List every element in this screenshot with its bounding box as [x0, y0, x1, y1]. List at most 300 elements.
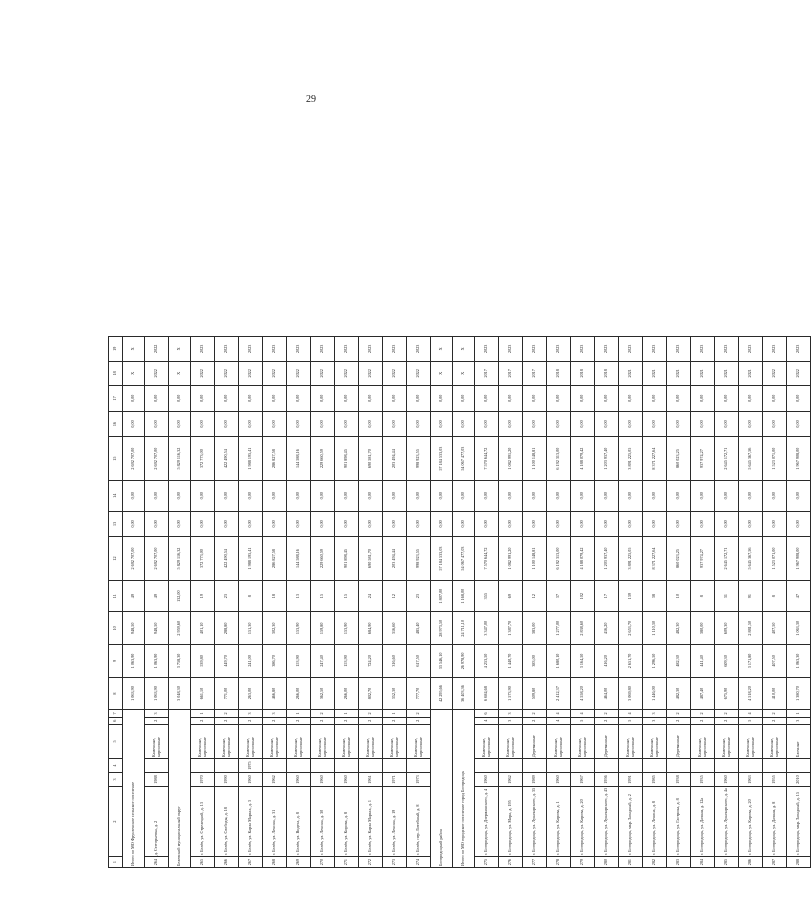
table-row	[715, 337, 739, 868]
cell-c3: 1988	[145, 773, 169, 787]
cell-c15: 3 891 225,05	[619, 437, 643, 481]
cell-c4	[595, 759, 619, 773]
cell-c15: 1 082 991,20	[499, 437, 523, 481]
cell-c15: 4 188 079,42	[571, 437, 595, 481]
cell-c17: 0,00	[407, 386, 431, 412]
cell-c14: 0,00	[475, 480, 499, 511]
cell-c11: 31	[715, 580, 739, 612]
cell-c12: 422 490,54	[215, 537, 239, 581]
cell-c15: 7 570 644,72	[475, 437, 499, 481]
cell-c1: 264	[145, 857, 169, 868]
cell-c15: 937 974,27	[691, 437, 715, 481]
cell-c16: 0,00	[619, 411, 643, 437]
cell-c2: г. Белёв, ул. Кирова, д. 8	[335, 786, 359, 856]
cell-c1: 279	[571, 857, 595, 868]
cell-c2: г. Богородицк, ул. Луначарского, д. 4а	[715, 786, 739, 856]
table-row	[571, 337, 595, 868]
cell-c10: 159,80	[311, 612, 335, 645]
cell-c11: 15	[311, 580, 335, 612]
cell-c9: 316,60	[383, 645, 407, 678]
cell-c18: 2021	[667, 361, 691, 385]
cell-c3: 1991	[619, 773, 643, 787]
cell-c17: 0,00	[239, 386, 263, 412]
cell-c8: 1 063,90	[145, 677, 169, 710]
cell-c8: 2 412,37	[547, 677, 571, 710]
cell-c14: 0,00	[311, 480, 335, 511]
cell-c3: 1990	[215, 773, 239, 787]
cell-c12: 57 184 533,03	[431, 537, 453, 581]
cell-c4	[263, 759, 287, 773]
cell-c11: 23	[215, 580, 239, 612]
cell-c6: 2	[667, 717, 691, 724]
cell-c11: 102	[571, 580, 595, 612]
table-row	[787, 337, 811, 868]
cell-c12: 2 692 707,00	[123, 537, 145, 581]
cell-c16: 0,00	[239, 411, 263, 437]
cell-c11: 49	[123, 580, 145, 612]
cell-c4	[383, 759, 407, 773]
cell-c10: 609,30	[715, 612, 739, 645]
cell-c6: 4	[475, 717, 499, 724]
table-row	[763, 337, 787, 868]
cell-c16: 0,00	[123, 411, 145, 437]
cell-c10: 383,00	[523, 612, 547, 645]
cell-c13: 0,00	[263, 511, 287, 537]
cell-c10: 3 347,00	[475, 612, 499, 645]
cell-c3: 1989	[523, 773, 547, 787]
cell-c14: 0,00	[287, 480, 311, 511]
column-number: 11	[109, 580, 123, 612]
cell-c6: 2	[311, 717, 335, 724]
cell-c12: 286 827,58	[263, 537, 287, 581]
cell-c9: 153,90	[335, 645, 359, 678]
cell-c7: 2	[311, 710, 335, 717]
cell-c1: 268	[263, 857, 287, 868]
cell-c11: 1 807,00	[431, 580, 453, 612]
cell-c19: X	[431, 337, 453, 362]
cell-c17: 0,00	[431, 386, 453, 412]
cell-c17: 0,00	[311, 386, 335, 412]
cell-c10: 380,00	[691, 612, 715, 645]
cell-c19: 2023	[715, 337, 739, 362]
cell-c7: 4	[619, 710, 643, 717]
cell-c5: Каменные, кирпичные	[499, 724, 523, 758]
cell-c2: г. Белёв, ул. Видеса, д. 8	[287, 786, 311, 856]
cell-c5: Каменные, кирпичные	[145, 724, 169, 758]
total-row	[123, 337, 145, 868]
cell-c17: 0,00	[739, 386, 763, 412]
cell-c1: 272	[359, 857, 383, 868]
cell-c19: 2023	[787, 337, 811, 362]
cell-c3: 1970	[191, 773, 215, 787]
cell-c3: 1973	[407, 773, 431, 787]
cell-c6: 2	[359, 717, 383, 724]
cell-c17: 0,00	[547, 386, 571, 412]
cell-c6: 5	[739, 717, 763, 724]
cell-c19: 2023	[335, 337, 359, 362]
cell-c8: 777,70	[407, 677, 431, 710]
cell-c9: 3 758,30	[169, 645, 191, 678]
cell-c3: 1971	[383, 773, 407, 787]
cell-c2: г. Белёв, ул. Карла Маркса, д. 1	[359, 786, 383, 856]
cell-c15: 901 898,45	[335, 437, 359, 481]
cell-c13: 0,00	[239, 511, 263, 537]
cell-c9: 2 651,70	[619, 645, 643, 678]
table-row	[239, 337, 263, 868]
cell-c13: 0,00	[619, 511, 643, 537]
cell-c4	[475, 759, 499, 773]
cell-c19: 2023	[475, 337, 499, 362]
cell-c11: 24	[359, 580, 383, 612]
cell-c17: 0,00	[145, 386, 169, 412]
table-body	[109, 337, 811, 868]
cell-c5: Блочные	[787, 724, 811, 758]
cell-c10: 407,50	[763, 612, 787, 645]
cell-c5: Каменные, кирпичные	[475, 724, 499, 758]
cell-c11: 8	[763, 580, 787, 612]
cell-c9: 4 253,50	[475, 645, 499, 678]
cell-c16: 0,00	[523, 411, 547, 437]
cell-c3: 1960	[239, 773, 263, 787]
cell-c14: 0,00	[335, 480, 359, 511]
cell-c16: 0,00	[431, 411, 453, 437]
cell-c13: 0,00	[595, 511, 619, 537]
cell-c18: 2017	[475, 361, 499, 385]
cell-c2: г. Богородицк, ул. Дзержинского, д. 4	[475, 786, 499, 856]
cell-c17: 0,00	[643, 386, 667, 412]
cell-c17: 0,00	[595, 386, 619, 412]
cell-c7: 2	[595, 710, 619, 717]
cell-c4	[667, 759, 691, 773]
cell-c18: 2021	[739, 361, 763, 385]
total-label: Итого по МО Фрунзенское сельское поселение	[123, 710, 145, 868]
cell-c8: 266,00	[287, 677, 311, 710]
section-label: Богородицкий район	[431, 710, 453, 868]
cell-c16: 0,00	[453, 411, 475, 437]
cell-c13: 0,00	[359, 511, 383, 537]
cell-c1: 275	[475, 857, 499, 868]
cell-c16: 0,00	[169, 411, 191, 437]
cell-c1: 285	[715, 857, 739, 868]
cell-c15: 6 192 313,00	[547, 437, 571, 481]
cell-c11: 37	[547, 580, 571, 612]
cell-c17: 0,00	[383, 386, 407, 412]
cell-c19: 2023	[619, 337, 643, 362]
cell-c2: г. Белёв, ул. Карла Маркса, д. 3	[239, 786, 263, 856]
cell-c2: г. Белёв, пер. Литейный, д. 8	[407, 786, 431, 856]
cell-c3: 1962	[499, 773, 523, 787]
column-number: 10	[109, 612, 123, 645]
cell-c18: 2021	[643, 361, 667, 385]
cell-c8: 1 573,90	[499, 677, 523, 710]
cell-c2: г. Богородицк, ул. Кирова, д. 20	[571, 786, 595, 856]
cell-c1: 281	[619, 857, 643, 868]
cell-c8: 362,50	[311, 677, 335, 710]
cell-c14: 0,00	[571, 480, 595, 511]
cell-c8: 266,00	[335, 677, 359, 710]
column-number: 7	[109, 710, 123, 717]
cell-c7: 2	[407, 710, 431, 717]
cell-c18: 2018	[547, 361, 571, 385]
cell-c4	[715, 759, 739, 773]
cell-c8: 466,80	[263, 677, 287, 710]
cell-c9: 1 063,90	[145, 645, 169, 678]
table-row	[407, 337, 431, 868]
cell-c13: 0,00	[123, 511, 145, 537]
cell-c13: 0,00	[287, 511, 311, 537]
cell-c11: 17	[595, 580, 619, 612]
cell-c1: 278	[547, 857, 571, 868]
cell-c12: 1 203 937,40	[595, 537, 619, 581]
cell-c2: г. Богородицк, ул. Луначарского, д. 43	[595, 786, 619, 856]
cell-c14: 0,00	[547, 480, 571, 511]
cell-c11: 12	[523, 580, 547, 612]
cell-c9: 3 171,80	[739, 645, 763, 678]
cell-c17: 0,00	[715, 386, 739, 412]
cell-c10: 288,80	[215, 612, 239, 645]
cell-c14: 0,00	[453, 480, 475, 511]
cell-c9: 153,90	[287, 645, 311, 678]
cell-c10: 416,20	[595, 612, 619, 645]
cell-c13: 0,00	[383, 511, 407, 537]
cell-c15: 690 581,70	[359, 437, 383, 481]
cell-c11: 69	[499, 580, 523, 612]
cell-c17: 0,00	[475, 386, 499, 412]
cell-c17: 0,00	[523, 386, 547, 412]
cell-c5: Каменные, кирпичные	[191, 724, 215, 758]
cell-c10: 684,90	[359, 612, 383, 645]
cell-c1: 283	[667, 857, 691, 868]
cell-c10: 948,50	[145, 612, 169, 645]
cell-c12: 1 523 071,00	[763, 537, 787, 581]
cell-c12: 2 692 707,00	[145, 537, 169, 581]
cell-c15: 1 523 071,00	[763, 437, 787, 481]
column-number: 16	[109, 411, 123, 437]
cell-c19: 2023	[239, 337, 263, 362]
cell-c18: 2022	[407, 361, 431, 385]
cell-c2: г. Белёв, ул. Стрелецкой, д. 13	[191, 786, 215, 856]
cell-c14: 0,00	[643, 480, 667, 511]
cell-c13: 0,00	[667, 511, 691, 537]
cell-c2: г. Белёв, ул. Ленина, д. 19	[383, 786, 407, 856]
cell-c18: 2022	[311, 361, 335, 385]
cell-c19: 2023	[215, 337, 239, 362]
cell-c2: г. Богородицк, ул. Кирова, д. 20	[739, 786, 763, 856]
cell-c11: 8	[691, 580, 715, 612]
cell-c15: 2 645 172,71	[715, 437, 739, 481]
column-number: 1	[109, 857, 123, 868]
cell-c4	[287, 759, 311, 773]
cell-c18: 2021	[715, 361, 739, 385]
column-number-row	[109, 337, 123, 868]
cell-c19: 2023	[763, 337, 787, 362]
cell-c13: 0,00	[763, 511, 787, 537]
cell-c16: 0,00	[547, 411, 571, 437]
cell-c5: Каменные, кирпичные	[739, 724, 763, 758]
cell-c19: 2023	[383, 337, 407, 362]
cell-c5: Каменные, кирпичные	[215, 724, 239, 758]
cell-c12: 5 645 367,56	[739, 537, 763, 581]
cell-c9: 33 546,10	[431, 645, 453, 678]
cell-c3: 1961	[359, 773, 383, 787]
cell-c8: 263,00	[239, 677, 263, 710]
cell-c17: 0,00	[169, 386, 191, 412]
cell-c18: 2017	[523, 361, 547, 385]
cell-c10: 24 711,10	[453, 612, 475, 645]
table-row	[547, 337, 571, 868]
cell-c7: 2	[667, 710, 691, 717]
cell-c5: Каменные, кирпичные	[287, 724, 311, 758]
cell-c15: 144 588,16	[287, 437, 311, 481]
cell-c6: 2	[263, 717, 287, 724]
cell-c15: 57 184 533,03	[431, 437, 453, 481]
cell-c6: 2	[691, 717, 715, 724]
cell-c4	[523, 759, 547, 773]
cell-c18: 2021	[619, 361, 643, 385]
cell-c14: 0,00	[691, 480, 715, 511]
cell-c7: 6	[475, 710, 499, 717]
cell-c4	[145, 759, 169, 773]
cell-c6: 2	[595, 717, 619, 724]
cell-c4	[191, 759, 215, 773]
cell-c2: г. Белёв, ул. Ленина, д. 30	[311, 786, 335, 856]
cell-c18: 2022	[763, 361, 787, 385]
total-label: Итого по МО городское поселение город Богородицк	[453, 710, 475, 868]
cell-c1: 288	[787, 857, 811, 868]
cell-c14: 0,00	[263, 480, 287, 511]
cell-c19: 2023	[667, 337, 691, 362]
cell-c8: 3 069,80	[619, 677, 643, 710]
table-row	[311, 337, 335, 868]
cell-c8: 1 063,90	[123, 677, 145, 710]
cell-c14: 0,00	[595, 480, 619, 511]
cell-c9: 449,70	[215, 645, 239, 678]
cell-c3: 1938	[667, 773, 691, 787]
cell-c3: 1967	[571, 773, 595, 787]
total-row	[453, 337, 475, 868]
cell-c5: Каменные, кирпичные	[643, 724, 667, 758]
cell-c10: 1 387,70	[499, 612, 523, 645]
cell-c15: 54 067 477,03	[453, 437, 475, 481]
cell-c8: 487,40	[691, 677, 715, 710]
cell-c11: 91	[739, 580, 763, 612]
cell-c6: 3	[787, 717, 811, 724]
cell-c1: 269	[287, 857, 311, 868]
cell-c17: 0,00	[499, 386, 523, 412]
cell-c3: 1935	[691, 773, 715, 787]
cell-c2: г. Богородицк, ул. Ленина, д. 8	[643, 786, 667, 856]
cell-c4	[547, 759, 571, 773]
cell-c5: Каменные, кирпичные	[547, 724, 571, 758]
cell-c15: 372 773,00	[191, 437, 215, 481]
cell-c15: 203 494,44	[383, 437, 407, 481]
cell-c7: 3	[145, 710, 169, 717]
cell-c2: г. Белёв, ул. Ленина, д. 31	[263, 786, 287, 856]
cell-c15: 5 829 116,32	[169, 437, 191, 481]
column-number: 18	[109, 361, 123, 385]
cell-c1: 276	[499, 857, 523, 868]
cell-c14: 0,00	[123, 480, 145, 511]
cell-c12: 937 974,27	[691, 537, 715, 581]
cell-c7: 2	[215, 710, 239, 717]
cell-c11: 12	[383, 580, 407, 612]
cell-c2: г. Богородицк, ул. Мира, д. 195	[499, 786, 523, 856]
cell-c15: 5 645 367,56	[739, 437, 763, 481]
cell-c5: Каменные, кирпичные	[239, 724, 263, 758]
cell-c12: 1 100 148,81	[523, 537, 547, 581]
cell-c9: 407,50	[763, 645, 787, 678]
cell-c2: г. Белёв, ул. Свободы, д. 18	[215, 786, 239, 856]
cell-c14: 0,00	[431, 480, 453, 511]
cell-c13: 0,00	[311, 511, 335, 537]
cell-c9: 241,00	[239, 645, 263, 678]
cell-c5: Каменные, кирпичные	[335, 724, 359, 758]
column-number: 2	[109, 786, 123, 856]
table-row	[739, 337, 763, 868]
cell-c4	[311, 759, 335, 773]
cell-c17: 0,00	[667, 386, 691, 412]
cell-c14: 0,00	[145, 480, 169, 511]
cell-c4	[215, 759, 239, 773]
cell-c18: 2022	[263, 361, 287, 385]
cell-c7: 3	[643, 710, 667, 717]
cell-c6: 2	[191, 717, 215, 724]
cell-c14: 0,00	[215, 480, 239, 511]
column-number: 14	[109, 480, 123, 511]
cell-c6: 5	[619, 717, 643, 724]
cell-c15: 860 023,25	[667, 437, 691, 481]
column-number: 15	[109, 437, 123, 481]
table-row	[215, 337, 239, 868]
cell-c12: 4 188 079,42	[571, 537, 595, 581]
cell-c13: 0,00	[523, 511, 547, 537]
cell-c13: 0,00	[787, 511, 811, 537]
cell-c16: 0,00	[763, 411, 787, 437]
cell-c14: 0,00	[191, 480, 215, 511]
cell-c14: 0,00	[359, 480, 383, 511]
cell-c19: 2023	[739, 337, 763, 362]
cell-c16: 0,00	[145, 411, 169, 437]
cell-c13: 0,00	[407, 511, 431, 537]
cell-c6: 4	[547, 717, 571, 724]
cell-c10: 482,30	[667, 612, 691, 645]
cell-c7: 3	[499, 710, 523, 717]
cell-c17: 0,00	[359, 386, 383, 412]
cell-c15: 2 692 707,00	[145, 437, 169, 481]
cell-c8: 36 403,36	[453, 677, 475, 710]
cell-c10: 1 277,00	[547, 612, 571, 645]
cell-c9: 1 063,30	[787, 645, 811, 678]
cell-c18: 2018	[571, 361, 595, 385]
cell-c8: 802,70	[359, 677, 383, 710]
cell-c18: 2022	[359, 361, 383, 385]
cell-c13: 0,00	[475, 511, 499, 537]
cell-c14: 0,00	[169, 480, 191, 511]
cell-c19: 2023	[691, 337, 715, 362]
cell-c12: 8 371 227,64	[643, 537, 667, 581]
cell-c19: 2023	[523, 337, 547, 362]
cell-c19: X	[453, 337, 475, 362]
table-row	[619, 337, 643, 868]
cell-c1: 284	[691, 857, 715, 868]
cell-c15: 8 371 227,64	[643, 437, 667, 481]
cell-c11: 38	[643, 580, 667, 612]
cell-c17: 0,00	[787, 386, 811, 412]
cell-c18: 2022	[215, 361, 239, 385]
cell-c4	[619, 759, 643, 773]
cell-c11: 139	[619, 580, 643, 612]
cell-c7: 4	[547, 710, 571, 717]
